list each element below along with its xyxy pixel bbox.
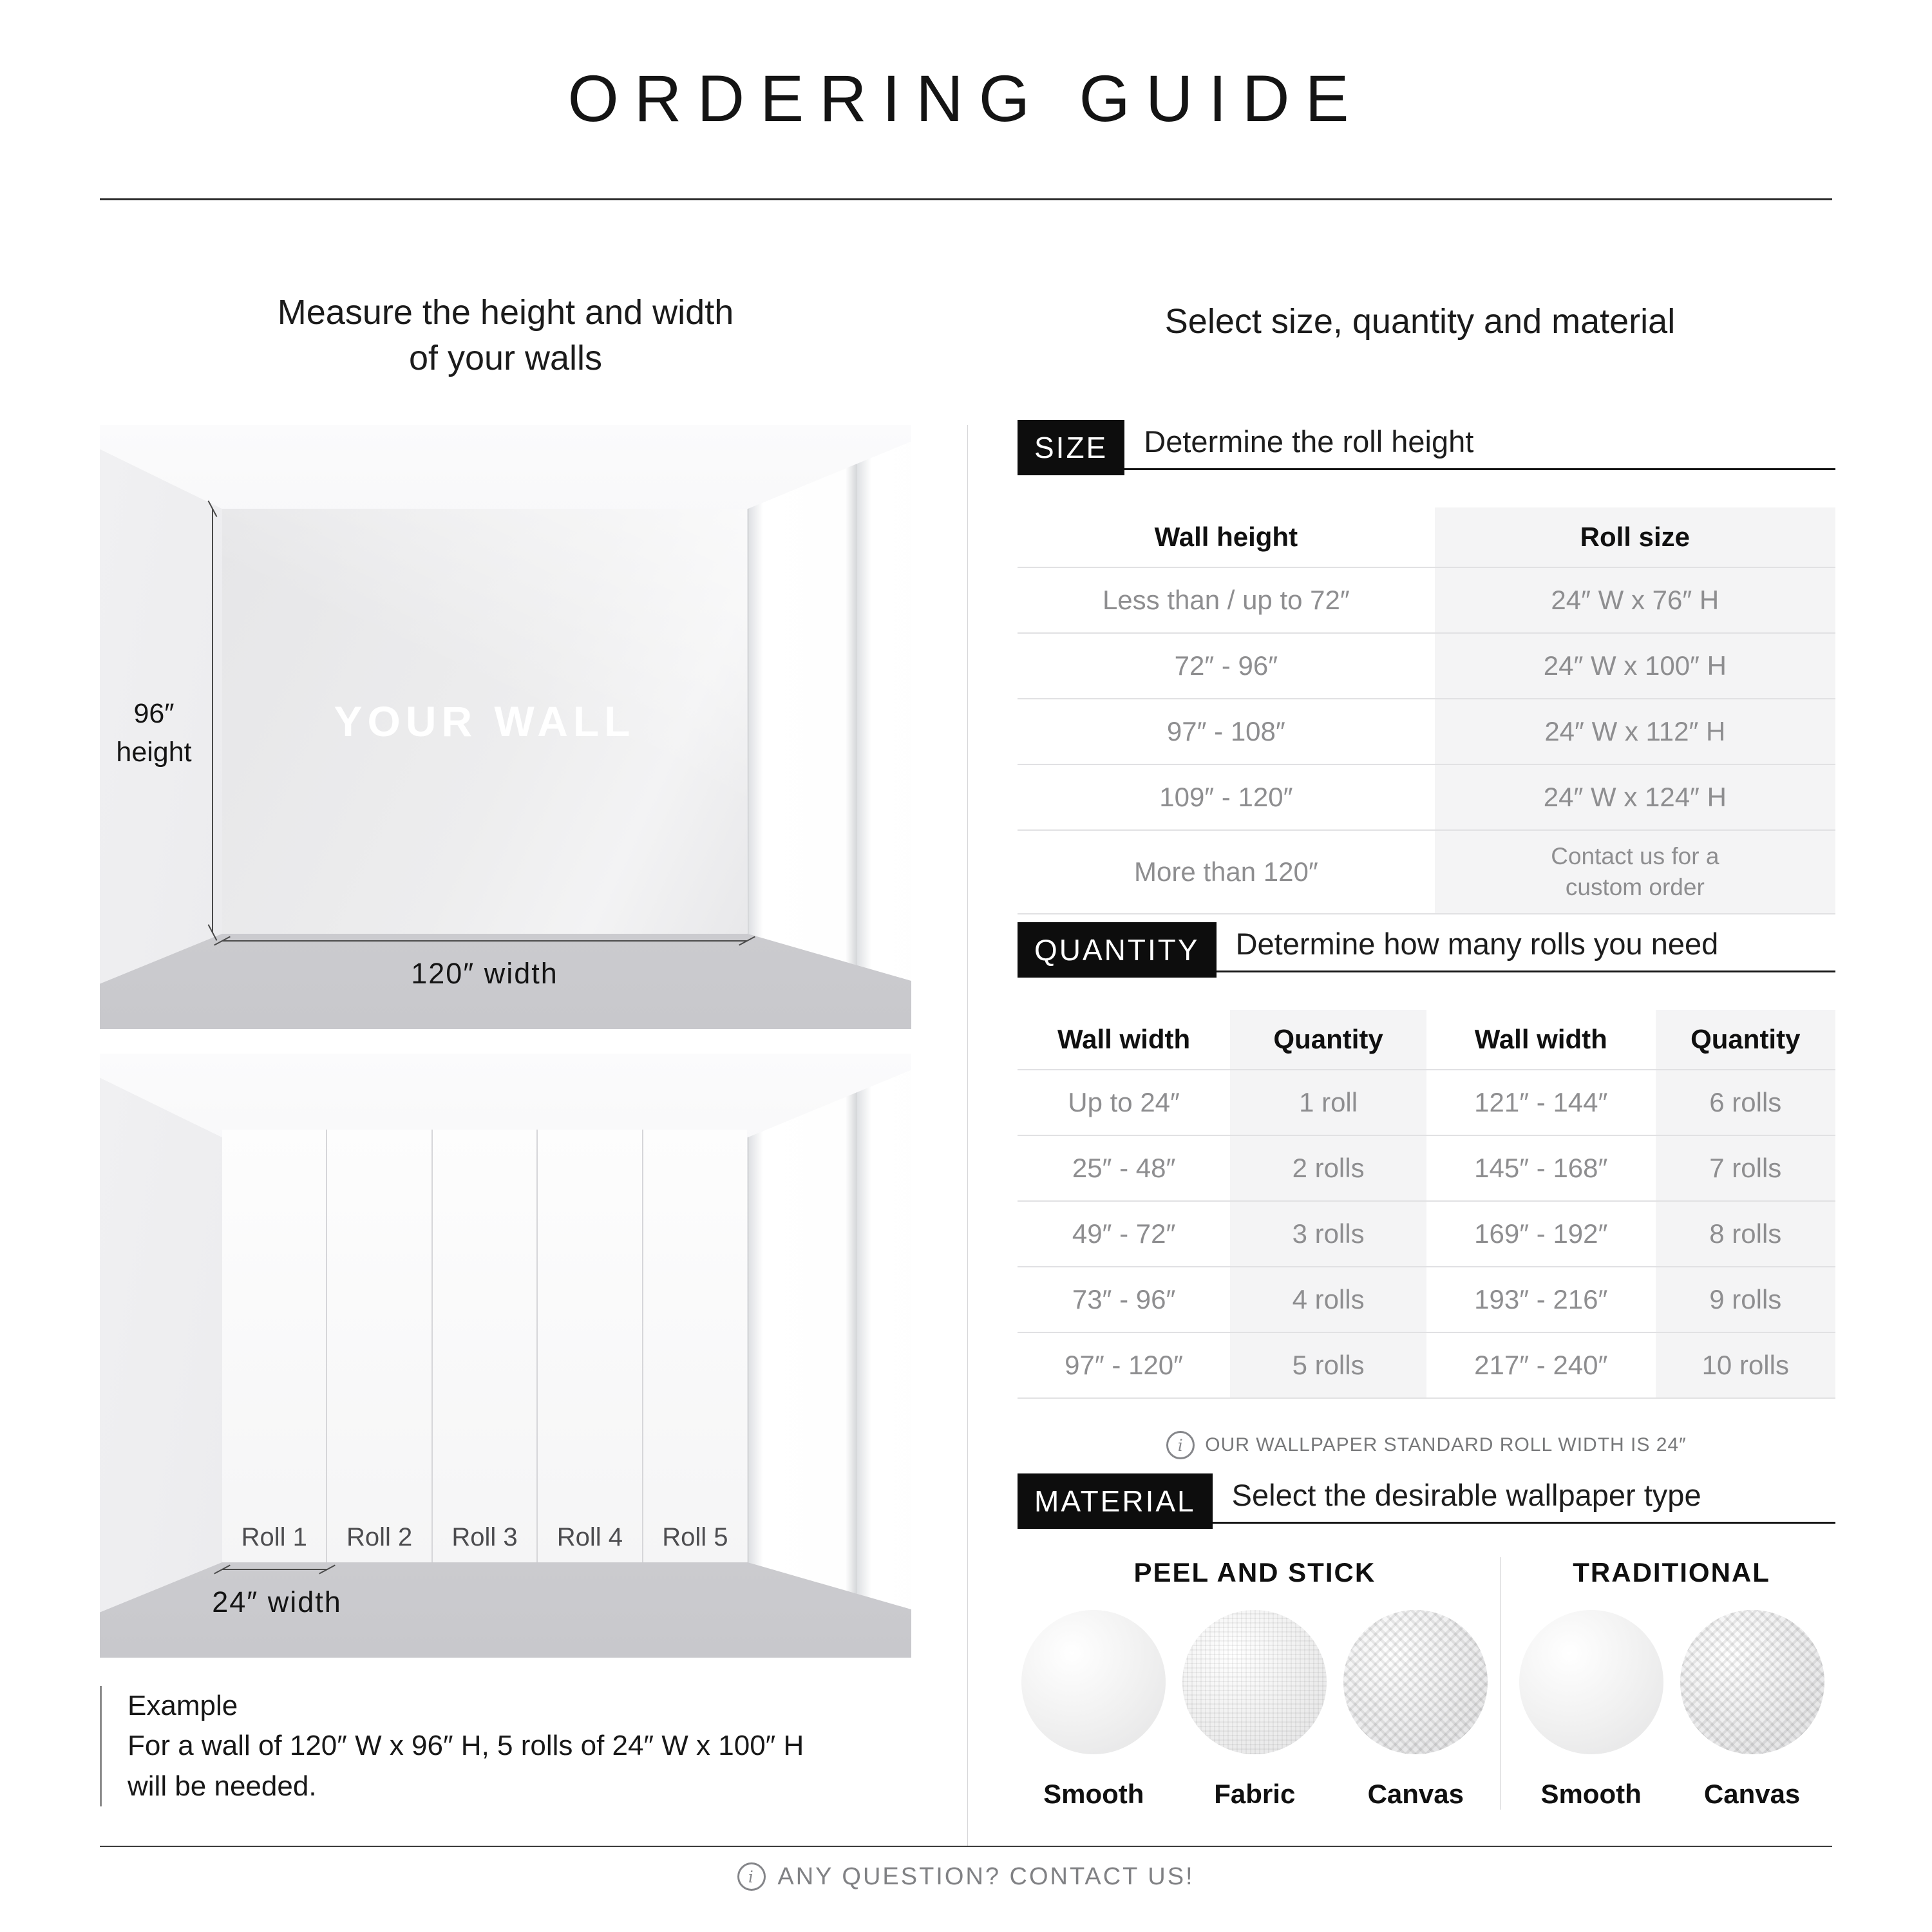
fabric-texture-circle — [1182, 1610, 1327, 1754]
swatch-smooth — [1021, 1610, 1166, 1810]
traditional-title: TRADITIONAL — [1573, 1557, 1770, 1587]
qty-cell: 121″ - 144″ — [1426, 1070, 1656, 1135]
roll-panel-2: Roll 2 — [327, 1130, 432, 1562]
width-dimension-line — [222, 940, 747, 942]
size-table-row — [1018, 633, 1835, 699]
qty-cell: 73″ - 96″ — [1018, 1267, 1230, 1332]
swatch-label: Fabric — [1214, 1779, 1296, 1809]
smooth-texture-circle — [1519, 1610, 1663, 1754]
page-title: ORDERING GUIDE — [567, 62, 1365, 135]
traditional-swatches — [1519, 1610, 1824, 1810]
size-cell: 24″ W x 100″ H — [1435, 633, 1835, 699]
select-heading: Select size, quantity and material — [1164, 302, 1676, 341]
size-section-header — [1018, 420, 1835, 470]
swatch-label: Canvas — [1367, 1779, 1464, 1809]
swatch-label: Smooth — [1540, 1779, 1642, 1809]
material-group-peel-and-stick — [1018, 1557, 1492, 1810]
roll-width-note-text: OUR WALLPAPER STANDARD ROLL WIDTH IS 24″ — [1205, 1434, 1687, 1455]
roll-panel-3: Roll 3 — [433, 1130, 538, 1562]
quantity-subtitle: Determine how many rolls you need — [1235, 927, 1719, 961]
size-cell — [1435, 830, 1835, 914]
width-dimension-label: 120″ width — [411, 957, 558, 990]
qty-cell: 10 rolls — [1656, 1332, 1835, 1398]
height-dimension-line — [212, 509, 213, 933]
qty-cell: 169″ - 192″ — [1426, 1201, 1656, 1267]
quantity-section-header — [1018, 922, 1835, 972]
peel-and-stick-title: PEEL AND STICK — [1133, 1557, 1376, 1587]
roll-panel-5: Roll 5 — [643, 1130, 747, 1562]
quantity-table-header-row — [1018, 1010, 1835, 1070]
footer — [0, 1862, 1932, 1891]
measure-heading-line2: of your walls — [408, 339, 603, 378]
swatch-canvas — [1680, 1610, 1824, 1810]
swatch-fabric — [1182, 1610, 1327, 1810]
material-section — [1018, 1473, 1835, 1810]
quantity-table — [1018, 1010, 1835, 1399]
roll-width-note — [1018, 1431, 1835, 1459]
roll-panel-1: Roll 1 — [222, 1130, 327, 1562]
roll-panel-4: Roll 4 — [538, 1130, 643, 1562]
qty-col-quantity-1: Quantity — [1230, 1010, 1426, 1070]
example-block — [100, 1686, 933, 1806]
your-wall-surface — [222, 509, 747, 934]
room-illustration-wall — [100, 425, 911, 1029]
qty-cell: 6 rolls — [1656, 1070, 1835, 1135]
canvas-texture-circle — [1343, 1610, 1488, 1754]
material-group-divider — [1500, 1557, 1501, 1810]
footer-text: ANY QUESTION? CONTACT US! — [777, 1862, 1195, 1890]
size-table-row — [1018, 764, 1835, 830]
swatch-canvas — [1343, 1610, 1488, 1810]
size-cell: 24″ W x 76″ H — [1435, 567, 1835, 633]
qty-cell: 49″ - 72″ — [1018, 1201, 1230, 1267]
example-line2: will be needed. — [128, 1770, 317, 1802]
qty-col-wall-width-2: Wall width — [1474, 1024, 1607, 1054]
size-table-row — [1018, 830, 1835, 914]
qty-cell: 7 rolls — [1656, 1135, 1835, 1201]
size-table — [1018, 507, 1835, 914]
your-wall-label: YOUR WALL — [334, 697, 636, 745]
size-cell: 24″ W x 112″ H — [1435, 699, 1835, 764]
size-cell: 72″ - 96″ — [1018, 633, 1435, 699]
qty-cell: 145″ - 168″ — [1426, 1135, 1656, 1201]
measure-heading-line1: Measure the height and width — [277, 293, 734, 332]
material-body — [1018, 1557, 1835, 1810]
size-col-roll-size: Roll size — [1435, 507, 1835, 567]
qty-cell: 3 rolls — [1230, 1201, 1426, 1267]
column-divider — [967, 425, 968, 1846]
size-cell: More than 120″ — [1018, 830, 1435, 914]
quantity-table-row — [1018, 1332, 1835, 1398]
quantity-section — [1018, 922, 1835, 1459]
qty-cell: 9 rolls — [1656, 1267, 1835, 1332]
footer-divider — [100, 1846, 1832, 1847]
qty-cell: 2 rolls — [1230, 1135, 1426, 1201]
qty-cell: 193″ - 216″ — [1426, 1267, 1656, 1332]
qty-cell: 97″ - 120″ — [1018, 1332, 1230, 1398]
height-word: height — [116, 737, 192, 768]
size-cell: 109″ - 120″ — [1018, 764, 1435, 830]
size-col-wall-height: Wall height — [1154, 522, 1298, 552]
qty-cell: 1 roll — [1230, 1070, 1426, 1135]
size-table-row — [1018, 567, 1835, 633]
size-table-row — [1018, 699, 1835, 764]
qty-cell: 5 rolls — [1230, 1332, 1426, 1398]
qty-col-quantity-2: Quantity — [1656, 1010, 1835, 1070]
material-subtitle: Select the desirable wallpaper type — [1231, 1478, 1701, 1512]
qty-cell: 217″ - 240″ — [1426, 1332, 1656, 1398]
info-icon: i — [737, 1862, 766, 1891]
quantity-table-row — [1018, 1267, 1835, 1332]
quantity-table-row — [1018, 1070, 1835, 1135]
size-subtitle: Determine the roll height — [1144, 424, 1474, 459]
roll-width-dimension-line — [222, 1569, 327, 1570]
swatch-label: Canvas — [1703, 1779, 1801, 1809]
example-title: Example — [128, 1690, 238, 1721]
quantity-table-row — [1018, 1201, 1835, 1267]
room-illustration-rolls — [100, 1054, 911, 1658]
swatch-smooth — [1519, 1610, 1663, 1810]
quantity-badge: QUANTITY — [1018, 922, 1217, 978]
height-value: 96″ — [133, 698, 175, 729]
swatch-label: Smooth — [1043, 1779, 1144, 1809]
qty-col-wall-width-1: Wall width — [1057, 1024, 1191, 1054]
info-icon: i — [1166, 1431, 1195, 1459]
size-badge: SIZE — [1018, 420, 1124, 475]
peel-and-stick-swatches — [1021, 1610, 1488, 1810]
example-line1: For a wall of 120″ W x 96″ H, 5 rolls of 24″ W x 100″ H — [128, 1730, 804, 1762]
size-cell: 24″ W x 124″ H — [1435, 764, 1835, 830]
size-cell: Less than / up to 72″ — [1018, 567, 1435, 633]
size-section — [1018, 420, 1835, 914]
canvas-texture-circle — [1680, 1610, 1824, 1754]
header-divider — [100, 198, 1832, 200]
smooth-texture-circle — [1021, 1610, 1166, 1754]
material-badge: MATERIAL — [1018, 1473, 1213, 1529]
size-table-header-row — [1018, 507, 1835, 567]
custom-order-text: Contact us for a custom order — [1551, 843, 1719, 901]
roll-panels — [222, 1130, 747, 1562]
qty-cell: Up to 24″ — [1018, 1070, 1230, 1135]
qty-cell: 4 rolls — [1230, 1267, 1426, 1332]
size-cell: 97″ - 108″ — [1018, 699, 1435, 764]
material-section-header — [1018, 1473, 1835, 1524]
height-dimension-label — [102, 694, 205, 772]
qty-cell: 8 rolls — [1656, 1201, 1835, 1267]
material-group-traditional — [1508, 1557, 1835, 1810]
measure-heading — [100, 290, 911, 382]
qty-cell: 25″ - 48″ — [1018, 1135, 1230, 1201]
roll-width-label: 24″ width — [212, 1586, 342, 1618]
quantity-table-row — [1018, 1135, 1835, 1201]
